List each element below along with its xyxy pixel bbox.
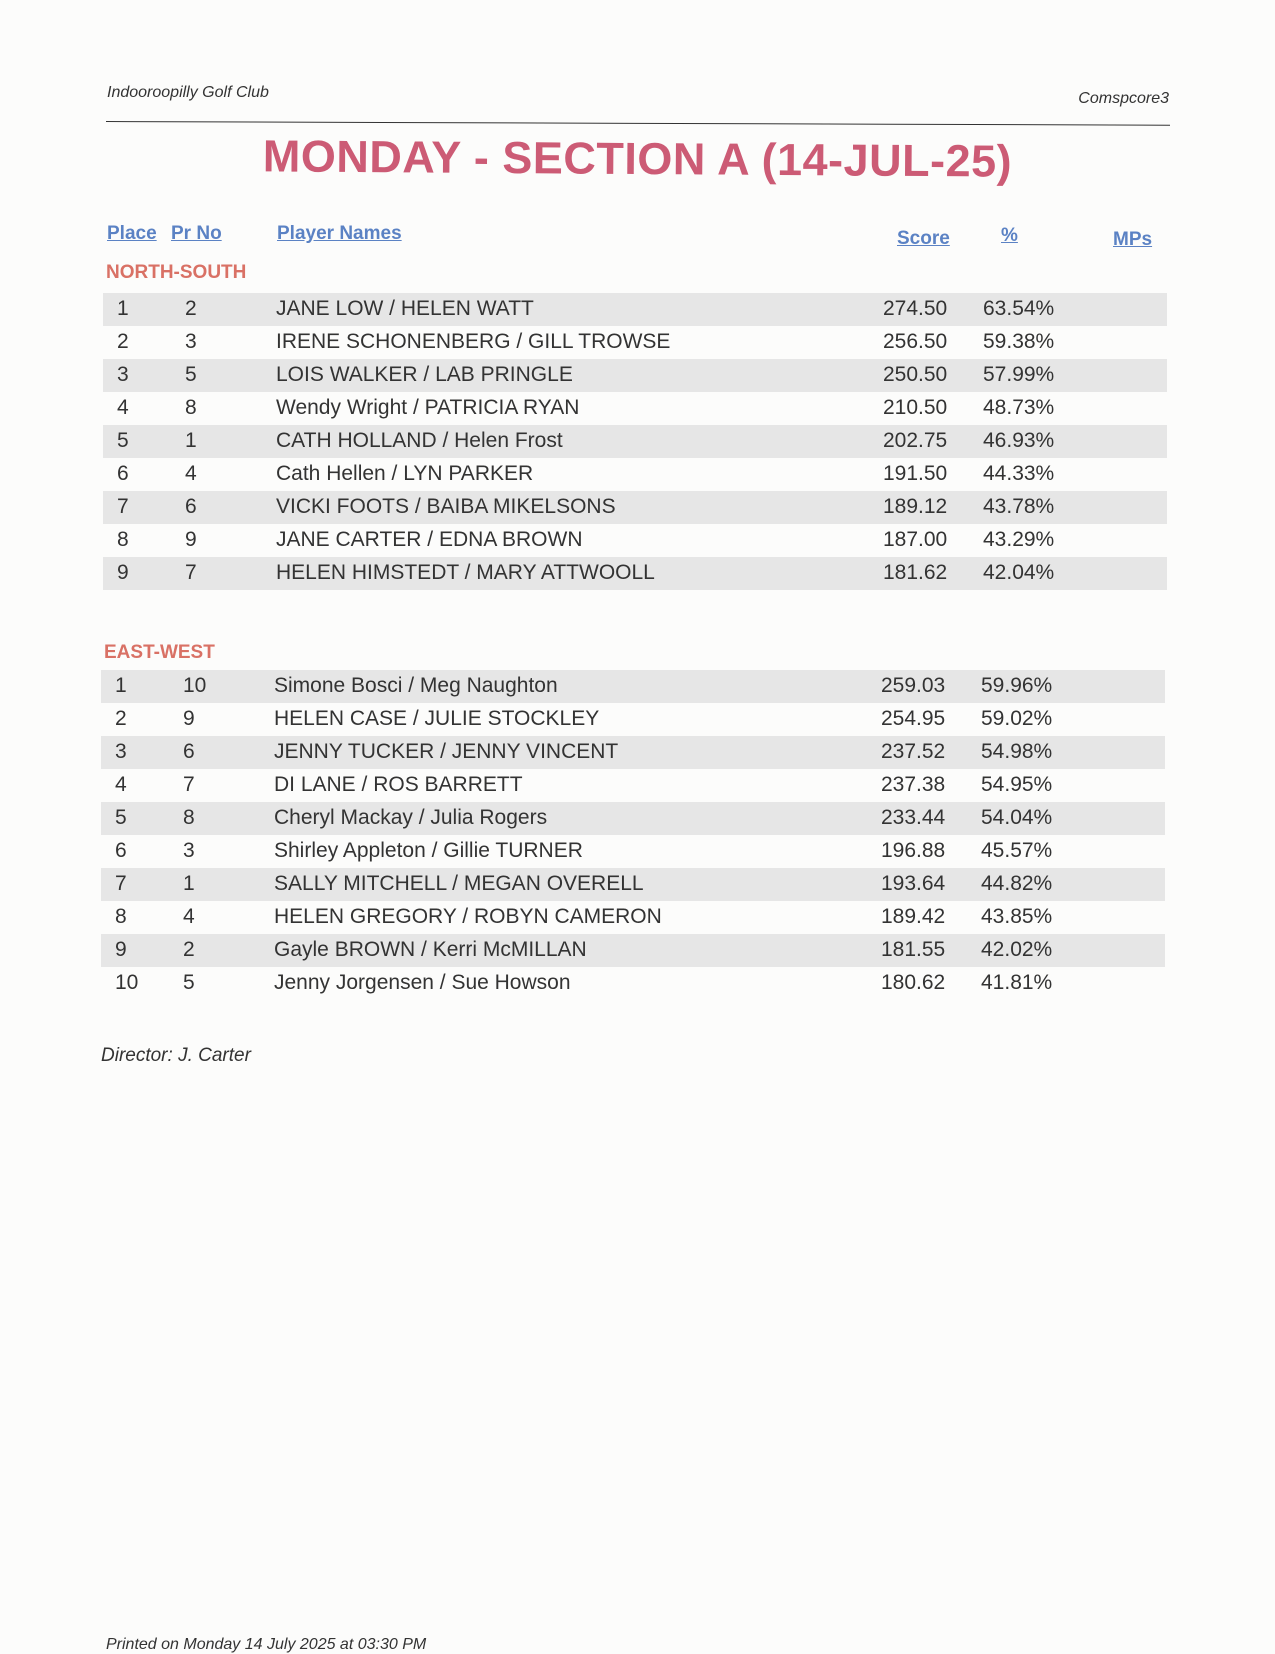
table-row xyxy=(101,670,1165,703)
place-cell: 9 xyxy=(117,561,129,584)
place-cell: 3 xyxy=(117,363,129,386)
score-cell: 196.88 xyxy=(881,839,946,862)
club-name: Indooroopilly Golf Club xyxy=(107,84,269,101)
pair-number-cell: 7 xyxy=(183,773,195,796)
score-cell: 191.50 xyxy=(883,462,948,485)
player-names-cell: HELEN HIMSTEDT / MARY ATTWOOLL xyxy=(276,561,655,584)
player-names-cell: HELEN GREGORY / ROBYN CAMERON xyxy=(274,905,662,928)
table-row xyxy=(103,524,1167,557)
place-cell: 2 xyxy=(115,707,127,730)
player-names-cell: DI LANE / ROS BARRETT xyxy=(274,773,523,796)
percent-cell: 54.95% xyxy=(981,773,1053,796)
page-title: MONDAY - SECTION A (14-JUL-25) xyxy=(262,130,1013,187)
percent-cell: 54.04% xyxy=(981,806,1053,829)
pair-number-cell: 1 xyxy=(185,429,197,452)
player-names-cell: Wendy Wright / PATRICIA RYAN xyxy=(276,396,580,419)
table-row xyxy=(101,736,1165,769)
score-cell: 259.03 xyxy=(881,674,946,697)
column-header-score: Score xyxy=(897,228,950,249)
place-cell: 3 xyxy=(115,740,127,763)
pair-number-cell: 10 xyxy=(183,674,207,697)
percent-cell: 45.57% xyxy=(981,839,1053,862)
score-cell: 233.44 xyxy=(881,806,946,829)
percent-cell: 42.02% xyxy=(981,938,1053,961)
table-row xyxy=(101,703,1165,736)
score-cell: 189.12 xyxy=(883,495,948,518)
score-cell: 210.50 xyxy=(883,396,948,419)
table-row xyxy=(103,458,1167,491)
table-row xyxy=(103,392,1167,425)
table-row xyxy=(101,868,1165,901)
place-cell: 6 xyxy=(117,462,129,485)
pair-number-cell: 5 xyxy=(185,363,197,386)
software-name: Comspcore3 xyxy=(1078,90,1169,107)
place-cell: 5 xyxy=(117,429,129,452)
table-row xyxy=(101,967,1165,1000)
percent-cell: 54.98% xyxy=(981,740,1053,763)
score-cell: 202.75 xyxy=(883,429,948,452)
percent-cell: 42.04% xyxy=(983,561,1055,584)
pair-number-cell: 9 xyxy=(185,528,197,551)
place-cell: 8 xyxy=(115,905,127,928)
place-cell: 8 xyxy=(117,528,129,551)
player-names-cell: Jenny Jorgensen / Sue Howson xyxy=(274,971,571,994)
printed-timestamp: Printed on Monday 14 July 2025 at 03:30 PM xyxy=(106,1636,427,1653)
column-header-place: Place xyxy=(107,223,157,244)
player-names-cell: JANE LOW / HELEN WATT xyxy=(276,297,534,320)
pair-number-cell: 4 xyxy=(185,462,197,485)
percent-cell: 48.73% xyxy=(983,396,1055,419)
section-label-north-south: NORTH-SOUTH xyxy=(106,262,247,283)
table-row xyxy=(103,491,1167,524)
table-row xyxy=(101,769,1165,802)
place-cell: 1 xyxy=(115,674,127,697)
score-cell: 187.00 xyxy=(883,528,948,551)
header-rule xyxy=(106,121,1170,126)
score-cell: 193.64 xyxy=(881,872,946,895)
percent-cell: 46.93% xyxy=(983,429,1055,452)
player-names-cell: VICKI FOOTS / BAIBA MIKELSONS xyxy=(276,495,616,518)
pair-number-cell: 8 xyxy=(185,396,197,419)
pair-number-cell: 6 xyxy=(183,740,195,763)
column-header-percent: % xyxy=(1001,225,1018,246)
table-row xyxy=(103,359,1167,392)
director-note: Director: J. Carter xyxy=(101,1045,251,1066)
percent-cell: 43.85% xyxy=(981,905,1053,928)
place-cell: 9 xyxy=(115,938,127,961)
pair-number-cell: 8 xyxy=(183,806,195,829)
player-names-cell: Cath Hellen / LYN PARKER xyxy=(276,462,534,485)
pair-number-cell: 9 xyxy=(183,707,195,730)
place-cell: 10 xyxy=(115,971,139,994)
table-row xyxy=(101,901,1165,934)
place-cell: 4 xyxy=(115,773,127,796)
pair-number-cell: 2 xyxy=(183,938,195,961)
percent-cell: 59.96% xyxy=(981,674,1053,697)
pair-number-cell: 4 xyxy=(183,905,195,928)
place-cell: 4 xyxy=(117,396,129,419)
percent-cell: 41.81% xyxy=(981,971,1053,994)
place-cell: 2 xyxy=(117,330,129,353)
score-cell: 274.50 xyxy=(883,297,948,320)
pair-number-cell: 3 xyxy=(183,839,195,862)
score-cell: 181.55 xyxy=(881,938,946,961)
score-cell: 181.62 xyxy=(883,561,948,584)
percent-cell: 44.82% xyxy=(981,872,1053,895)
player-names-cell: LOIS WALKER / LAB PRINGLE xyxy=(276,363,573,386)
table-row xyxy=(103,293,1167,326)
score-cell: 180.62 xyxy=(881,971,946,994)
column-header-player-names: Player Names xyxy=(277,223,402,244)
player-names-cell: CATH HOLLAND / Helen Frost xyxy=(276,429,563,452)
percent-cell: 43.29% xyxy=(983,528,1055,551)
table-row xyxy=(103,425,1167,458)
pair-number-cell: 1 xyxy=(183,872,195,895)
percent-cell: 57.99% xyxy=(983,363,1055,386)
section-label-east-west: EAST-WEST xyxy=(104,642,215,663)
place-cell: 5 xyxy=(115,806,127,829)
score-cell: 254.95 xyxy=(881,707,946,730)
score-cell: 256.50 xyxy=(883,330,948,353)
table-row xyxy=(103,557,1167,590)
east-west-table xyxy=(101,670,1165,1000)
percent-cell: 59.38% xyxy=(983,330,1055,353)
percent-cell: 63.54% xyxy=(983,297,1055,320)
player-names-cell: Cheryl Mackay / Julia Rogers xyxy=(274,806,548,829)
player-names-cell: JENNY TUCKER / JENNY VINCENT xyxy=(274,740,619,763)
player-names-cell: Simone Bosci / Meg Naughton xyxy=(274,674,558,697)
pair-number-cell: 2 xyxy=(185,297,197,320)
north-south-table xyxy=(103,293,1167,590)
place-cell: 6 xyxy=(115,839,127,862)
player-names-cell: Shirley Appleton / Gillie TURNER xyxy=(274,839,583,862)
column-header-pair-number: Pr No xyxy=(171,223,222,244)
score-cell: 237.52 xyxy=(881,740,946,763)
percent-cell: 59.02% xyxy=(981,707,1053,730)
place-cell: 7 xyxy=(115,872,127,895)
percent-cell: 44.33% xyxy=(983,462,1055,485)
player-names-cell: HELEN CASE / JULIE STOCKLEY xyxy=(274,707,600,730)
pair-number-cell: 5 xyxy=(183,971,195,994)
table-row xyxy=(103,326,1167,359)
score-cell: 250.50 xyxy=(883,363,948,386)
player-names-cell: Gayle BROWN / Kerri McMILLAN xyxy=(274,938,587,961)
place-cell: 1 xyxy=(117,297,129,320)
pair-number-cell: 6 xyxy=(185,495,197,518)
player-names-cell: IRENE SCHONENBERG / GILL TROWSE xyxy=(276,330,671,353)
column-header-mps: MPs xyxy=(1113,229,1153,250)
table-row xyxy=(101,802,1165,835)
pair-number-cell: 3 xyxy=(185,330,197,353)
place-cell: 7 xyxy=(117,495,129,518)
table-row xyxy=(101,934,1165,967)
player-names-cell: SALLY MITCHELL / MEGAN OVERELL xyxy=(274,872,644,895)
score-cell: 189.42 xyxy=(881,905,946,928)
score-cell: 237.38 xyxy=(881,773,946,796)
pair-number-cell: 7 xyxy=(185,561,197,584)
percent-cell: 43.78% xyxy=(983,495,1055,518)
table-row xyxy=(101,835,1165,868)
player-names-cell: JANE CARTER / EDNA BROWN xyxy=(276,528,583,551)
